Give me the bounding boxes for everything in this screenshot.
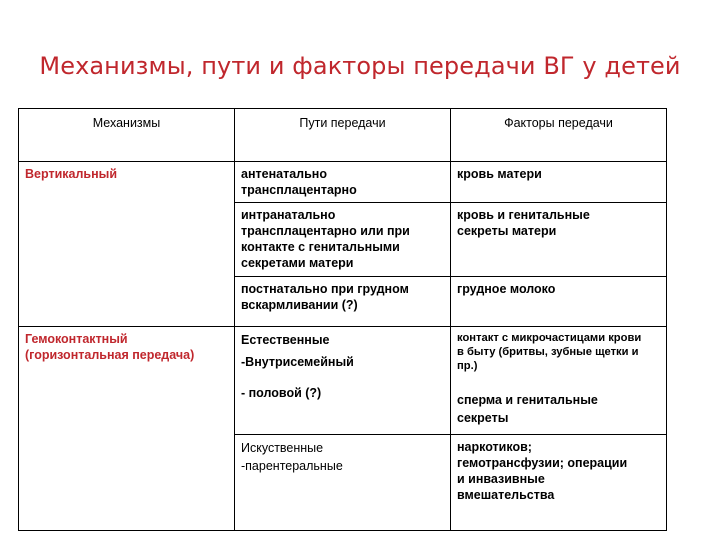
text-line: секреты матери bbox=[457, 224, 557, 238]
route-cell bbox=[235, 435, 451, 531]
text-line: контакт с микрочастицами крови bbox=[457, 332, 642, 344]
text-line: грудное молоко bbox=[457, 282, 556, 296]
text-line: секретами матери bbox=[241, 256, 354, 270]
text-line: -парентеральные bbox=[241, 459, 343, 473]
text-line: наркотиков; bbox=[457, 440, 532, 454]
table-row bbox=[19, 327, 667, 381]
header-mechanisms: Механизмы bbox=[19, 109, 235, 162]
text-line: вмешательства bbox=[457, 488, 555, 502]
route-cell bbox=[235, 203, 451, 277]
factor-cell bbox=[451, 203, 667, 277]
text-line: пр.) bbox=[457, 360, 478, 372]
text-line: вскармливании (?) bbox=[241, 298, 358, 312]
text-line: в быту (бритвы, зубные щетки и bbox=[457, 346, 639, 358]
route-cell bbox=[235, 162, 451, 203]
text-line: секреты bbox=[457, 410, 509, 425]
factor-cell bbox=[451, 162, 667, 203]
route-cell bbox=[235, 381, 451, 435]
text-line: гемотрансфузии; операции bbox=[457, 456, 628, 470]
text-line: Вертикальный bbox=[25, 167, 117, 181]
mechanism-hemocontact bbox=[19, 327, 235, 531]
header-routes: Пути передачи bbox=[235, 109, 451, 162]
text-line: -Внутрисемейный bbox=[241, 355, 354, 369]
text-line: интранатально bbox=[241, 208, 336, 222]
route-cell bbox=[235, 277, 451, 327]
text-line: (горизонтальная передача) bbox=[25, 348, 195, 362]
text-line: антенатально bbox=[241, 167, 327, 181]
factor-cell bbox=[451, 277, 667, 327]
table-row bbox=[19, 162, 667, 203]
table-header-row bbox=[19, 109, 667, 162]
route-cell bbox=[235, 327, 451, 381]
text-line: Естественные bbox=[241, 333, 330, 347]
text-line: сперма и генитальные bbox=[457, 392, 598, 407]
factor-cell bbox=[451, 435, 667, 531]
factor-cell bbox=[451, 327, 667, 381]
mechanism-vertical bbox=[19, 162, 235, 327]
text-line: кровь и генитальные bbox=[457, 208, 590, 222]
text-line: кровь матери bbox=[457, 167, 542, 181]
factor-cell bbox=[451, 381, 667, 435]
header-factors: Факторы передачи bbox=[451, 109, 667, 162]
transmission-table bbox=[18, 108, 667, 531]
text-line: трансплацентарно bbox=[241, 183, 357, 197]
text-line: контакте с генитальными bbox=[241, 240, 400, 254]
slide-title: Механизмы, пути и факторы передачи ВГ у детей bbox=[39, 52, 681, 80]
text-line: трансплацентарно или при bbox=[241, 224, 410, 238]
text-line: постнатально при грудном bbox=[241, 282, 409, 296]
text-line: Гемоконтактный bbox=[25, 332, 128, 346]
text-line: Искуственные bbox=[241, 441, 324, 455]
text-line: - половой (?) bbox=[241, 385, 322, 400]
text-line: и инвазивные bbox=[457, 472, 545, 486]
